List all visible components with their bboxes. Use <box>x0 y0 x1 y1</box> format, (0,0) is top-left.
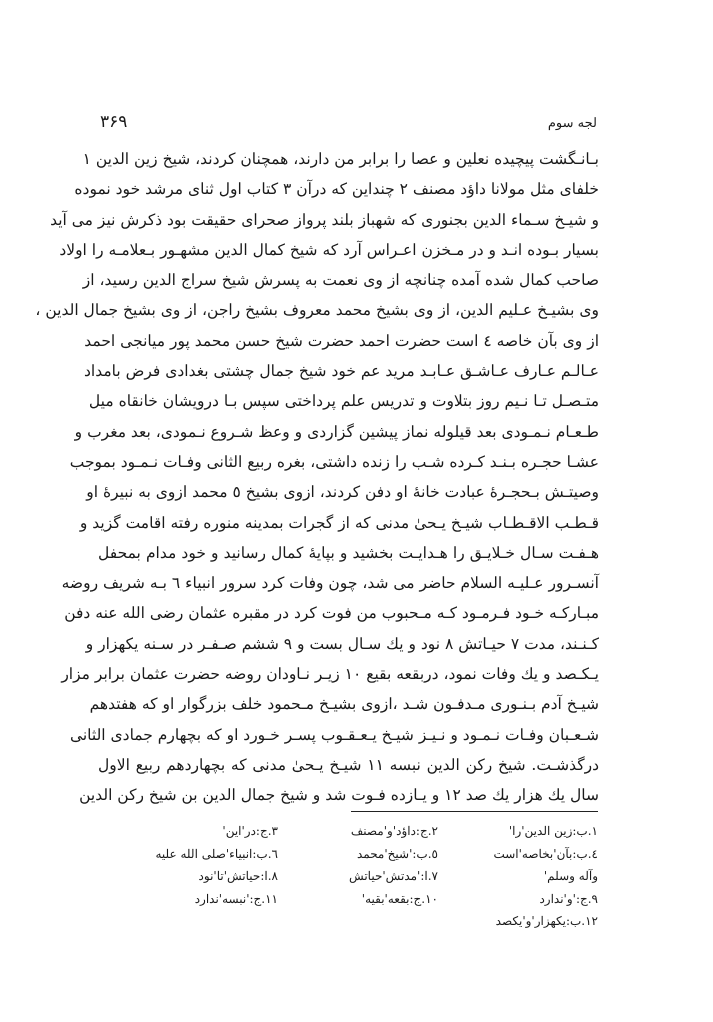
footnote: ۱.ب:زین الدین'را' <box>508 824 598 838</box>
page-header <box>100 112 597 132</box>
running-title: لجه سوم <box>547 116 597 131</box>
footnote-row <box>118 843 598 866</box>
text-line: آنسـرور عـلیـه السلام حاضر می شد، چون وفات کرد سرور انبیاء ٦ بـه شریف روضه <box>61 574 599 593</box>
text-line: عشـا حجـره بـنـد کـرده شـب را زنده داشتی، بغره ربیع الثانی وفـات نـمـود بموجب <box>69 452 599 471</box>
text-line: عـالـم عـارف عـاشـق عـابـد مرید عم خود شیخ جمال چشتی بغدادی فرض بامداد <box>84 362 599 381</box>
footnote: ۱۰.ج:بقعه'بقیه' <box>361 891 438 906</box>
text-line: بسیار بـوده انـد و در مـخزن اعـراس آرد که شیخ کمال الدین مشهـور بـعلامـه را اولاد <box>59 240 599 259</box>
footnote <box>118 910 278 933</box>
footnote: ۲.ج:داؤد'و'مصنف <box>350 824 438 838</box>
footnote <box>278 910 438 933</box>
text-line: بـانـگشت پیچیده نعلین و عصا را برابر من دارند، همچنان کردند، شیخ زین الدین ۱ <box>82 150 599 168</box>
footnote-row <box>118 820 598 843</box>
footnote: ٤.ب:بآن'بخاصه'است <box>493 846 598 861</box>
footnote-divider <box>351 811 598 812</box>
text-line: یـکـصد و یك وفات نمود، دربقعه بقیع ۱۰ زیـر نـاودان روضه حضرت عثمان برابر مزار <box>61 665 599 684</box>
footnote: ٦.ب:انبیاء'صلی الله علیه <box>155 846 278 861</box>
footnote: ۸.ا:حیاتش'تا'نود <box>198 869 278 883</box>
footnote: ۳.ج:در'این' <box>222 824 278 838</box>
page-number: ۳۶۹ <box>100 112 128 132</box>
text-line: متـصـل تـا نـیم روز بتلاوت و تدریس علم پرداختی سپس بـا درویشان خانقاه میل <box>88 392 599 411</box>
footnotes <box>118 820 598 933</box>
text-line: و شیـخ سـماء الدین بجنوری که شهباز بلند پرواز صحرای حقیقت بود ذکرش نیز می آید <box>50 210 599 229</box>
text-line: طـعـام نـمـودی بعد قیلوله نماز پیشین گزاردی و وعظ شـروع نـمودی، بعد مغرب و <box>74 422 599 441</box>
text-line: سال یك هزار یك صد ۱۲ و یـازده فـوت شد و شیخ جمال الدین بن شیخ رکن الدین <box>79 786 599 805</box>
text-line: شـعـبان وفـات نـمـود و نـیـز شیـخ یـعـقـوب پسـر خـورد او که بچهارم جمادی الثانی <box>69 725 599 744</box>
text-line: وصیتـش بـحجـرهٔ عبادت خانهٔ او دفن کردند، ازوی بشیخ ٥ محمد ازوی به نبیرهٔ او <box>86 483 599 502</box>
footnote: ۹.ج:'و'ندارد <box>539 891 598 906</box>
footnote: ۱۲.ب:یکهزار'و'یکصد <box>495 914 598 928</box>
text-line: هـفـت سـال خـلایـق را هـدایـت بخشید و بپایهٔ کمال رسانید و خود مدام بمحفل <box>98 543 599 562</box>
text-line: از وی بآن خاصه ٤ است حضرت احمد حضرت شیخ حسن محمد پور میانجی احمد <box>84 331 599 350</box>
body-text <box>35 144 599 811</box>
text-line: قـطـب الاقـطـاب شیـخ یـحیٰ مدنی که از گجرات بمدینه منوره رفته اقامت گزید و <box>79 513 599 532</box>
text-line: وی بشیـخ عـلیم الدین، از وی بشیخ محمد معروف بشیخ راجن، از وی بشیخ جمال الدین ، <box>35 301 599 320</box>
footnote-row <box>118 865 598 888</box>
text-line: خلفای مثل مولانا داؤد مصنف ۲ چنداین که درآن ۳ کتاب اول ثنای مرشد خود نموده <box>74 180 599 199</box>
footnote-row <box>118 910 598 933</box>
text-line: کـنـند، مدت ۷ حیـاتش ۸ نود و یك سـال بست و ۹ ششم صـفـر در سـنه یکهزار و <box>85 634 599 653</box>
text-line: مبـارکـه خـود فـرمـود کـه مـحبوب من فوت کرد در مقبره عثمان رضی الله عنه دفن <box>64 604 599 623</box>
text-line: درگذشـت. شیخ رکن الدین نبسه ۱۱ شیـخ یـحیٰ مدنی که بچهاردهم ربیع الاول <box>98 755 599 774</box>
footnote: ٥.ب:'شیخ'محمد <box>356 846 438 861</box>
footnote-row <box>118 888 598 911</box>
text-line: صاحب کمال شده آمده چنانچه از وی نعمت به پسرش شیخ سراج الدین رسید، از <box>82 271 599 290</box>
footnote: ۷.ا:'مدتش'حیاتش <box>349 869 438 883</box>
footnote: ۱۱.ج:'نبسه'ندارد <box>194 891 278 906</box>
footnote: وآله وسلم' <box>543 869 598 883</box>
text-line: شیـخ آدم بـنـوری مـدفـون شـد ،ازوی بشیـخ مـحمود خلف بزرگوار او که هفتدهم <box>89 695 599 714</box>
